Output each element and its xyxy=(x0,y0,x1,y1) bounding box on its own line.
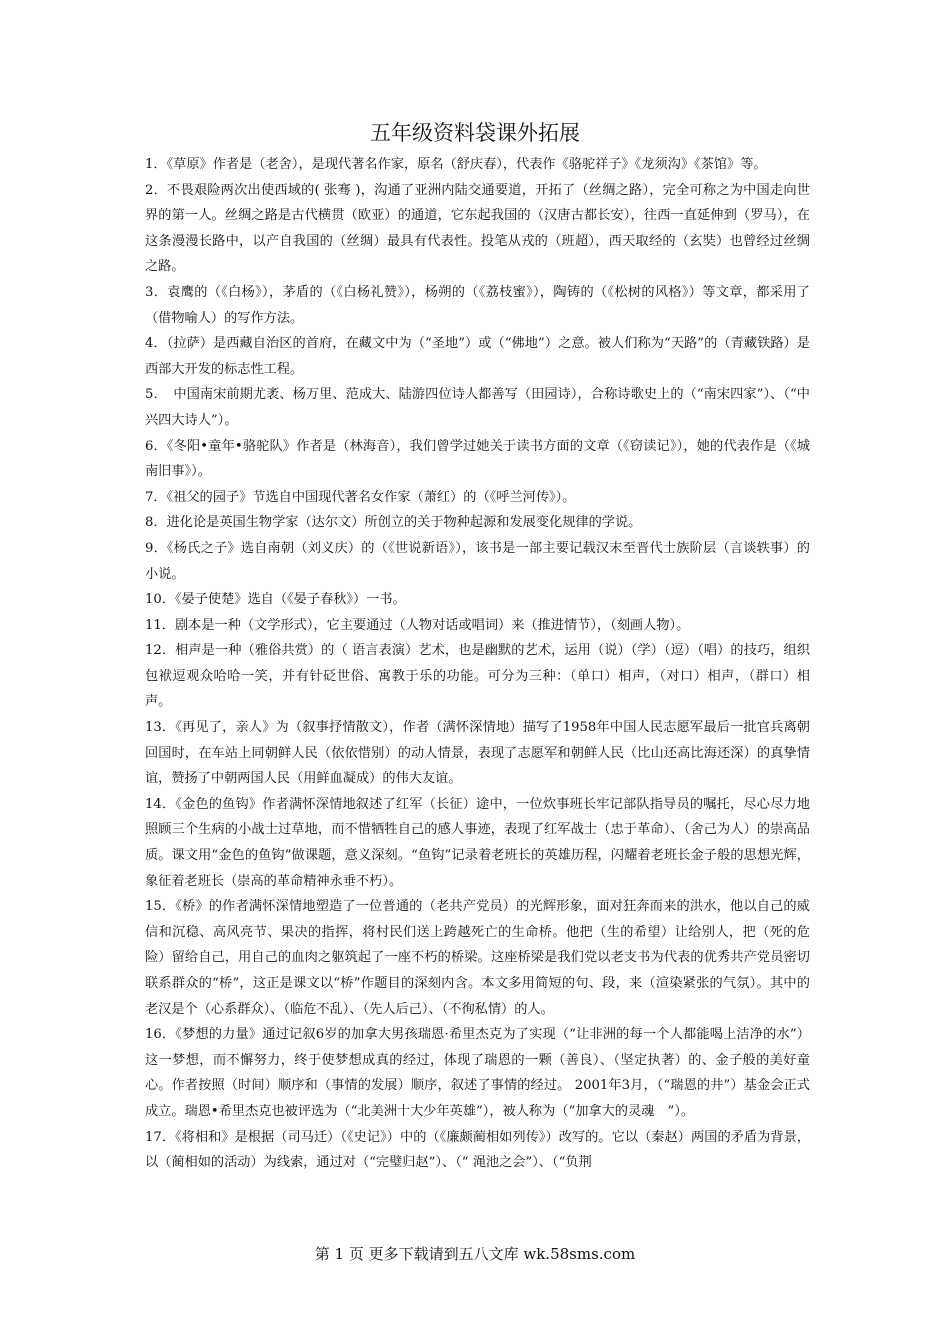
paragraph-7: 7．《祖父的园子》节选自中国现代著名女作家（萧红）的（《呼兰河传》）。 xyxy=(145,489,576,505)
paragraph-6: 6．《冬阳•童年•骆驼队》作者是（林海音），我们曾学过她关于读书方面的文章（《窃读记》），她的代表作是（《城南旧事》）。 xyxy=(145,438,810,480)
page-title: 五年级资料袋课外拓展 xyxy=(370,121,580,145)
paragraph-11: 11．剧本是一种（文学形式），它主要通过（人物对话或唱词）来（推进情节），（刻画人物）。 xyxy=(145,617,690,633)
document-body xyxy=(145,152,810,1176)
paragraph-3: 3．袁鹰的（《白杨》），茅盾的（《白杨礼赞》），杨朔的（《荔枝蜜》），陶铸的（《松树的风格》）等文章，都采用了（借物喻人）的写作方法。 xyxy=(145,284,810,326)
page-footer: 第 1 页 更多下载请到五八文库 wk.58sms.com xyxy=(314,1245,636,1263)
paragraph-1: 1．《草原》作者是（老舍），是现代著名作家，原名（舒庆春），代表作《骆驼祥子》《龙须沟》《茶馆》等。 xyxy=(145,157,767,172)
paragraph-14: 14．《金色的鱼钩》作者满怀深情地叙述了红军（长征）途中，一位炊事班长牢记部队指导员的嘱托，尽心尽力地照顾三个生病的小战士过草地，而不惜牺牲自己的感人事迹，表现了红军战士（忠于革命）、（舍己为人）的崇高品质。课文用“金色的鱼钩”做课题，意义深刻。“鱼钩”记录着老班长的英雄历程，闪耀着老班长金子般的思想光辉，象征着老班长（崇高的革命精神永垂不朽）。 xyxy=(145,796,810,889)
paragraph-17: 17．《将相和》是根据（司马迁）（《史记》）中的（《廉颇蔺相如列传》）改写的。它以（秦赵）两国的矛盾为背景，以（蔺相如的活动）为线索，通过对（“完璧归赵”）、（“ 渑池之会”）、（“负荆 xyxy=(145,1129,810,1171)
paragraph-4: 4．（拉萨）是西藏自治区的首府，在藏文中为（“圣地”）或（“佛地”）之意。被人们称为“天路”的（青藏铁路）是西部大开发的标志性工程。 xyxy=(145,336,810,377)
paragraph-15: 15．《桥》的作者满怀深情地塑造了一位普通的（老共产党员）的光辉形象，面对狂奔而来的洪水，他以自己的威信和沉稳、高风亮节、果决的指挥，将村民们送上跨越死亡的生命桥。他把（生的希望）让给别人，把（死的危险）留给自己，用自己的血肉之躯筑起了一座不朽的桥梁。这座桥梁是我们党以老支书为代表的优秀共产党员密切联系群众的“桥”，这正是课文以“桥”作题目的深刻内含。本文多用简短的句、段，来（渲染紧张的气氛）。其中的老汉是个（心系群众）、（临危不乱）、（先人后己）、（不徇私情）的人。 xyxy=(145,899,810,1017)
paragraph-12: 12．相声是一种（雅俗共赏）的（ 语言表演）艺术，也是幽默的艺术，运用（说）（学）（逗）（唱）的技巧，组织包袱逗观众哈哈一笑，并有针砭世俗、寓教于乐的功能。可分为三种：（单口）相声，（对口）相声，（群口）相声。 xyxy=(145,643,810,710)
paragraph-13: 13．《再见了，亲人》为（叙事抒情散文），作者（满怀深情地）描写了1958年中国人民志愿军最后一批官兵离朝回国时，在车站上同朝鲜人民（依依惜别）的动人情景，表现了志愿军和朝鲜人民（比山还高比海还深）的真挚情谊，赞扬了中朝两国人民（用鲜血凝成）的伟大友谊。 xyxy=(145,720,810,787)
paragraph-10: 10．《晏子使楚》选自（《晏子春秋》）一书。 xyxy=(145,592,406,608)
paragraph-16: 16．《梦想的力量》通过记叙6岁的加拿大男孩瑞恩·希里杰克为了实现（“让非洲的每一个人都能喝上洁净的水”）这一梦想，而不懈努力，终于使梦想成真的经过，体现了瑞恩的一颗（善良）、（坚定执著）的、金子般的美好童心。作者按照（时间）顺序和（事情的发展）顺序，叙述了事情的经过。 2001年3月，（“瑞恩的井”）基金会正式成立。瑞恩•希里杰克也被评选为（“北美洲十大少年英雄”），被人称为（“加拿大的灵魂 ”）。 xyxy=(145,1027,810,1119)
paragraph-8: 8．进化论是英国生物学家（达尔文）所创立的关于物种起源和发展变化规律的学说。 xyxy=(145,515,642,531)
paragraph-5: 5． 中国南宋前期尤袤、杨万里、范成大、陆游四位诗人都善写（田园诗），合称诗歌史上的（“南宋四家”）、（“中兴四大诗人”）。 xyxy=(145,387,810,428)
paragraph-2: 2．不畏艰险两次出使西域的( 张骞 )，沟通了亚洲内陆交通要道，开拓了（丝绸之路），完全可称之为中国走向世界的第一人。丝绸之路是古代横贯（欧亚）的通道，它东起我国的（汉唐古都长安），往西一直延伸到（罗马），在这条漫漫长路中，以产自我国的（丝绸）最具有代表性。投笔从戎的（班超），西天取经的（玄奘）也曾经过丝绸之路。 xyxy=(145,182,810,275)
paragraph-9: 9．《杨氏之子》选自南朝（刘义庆）的（《世说新语》），该书是一部主要记载汉末至晋代士族阶层（言谈轶事）的小说。 xyxy=(145,540,810,582)
